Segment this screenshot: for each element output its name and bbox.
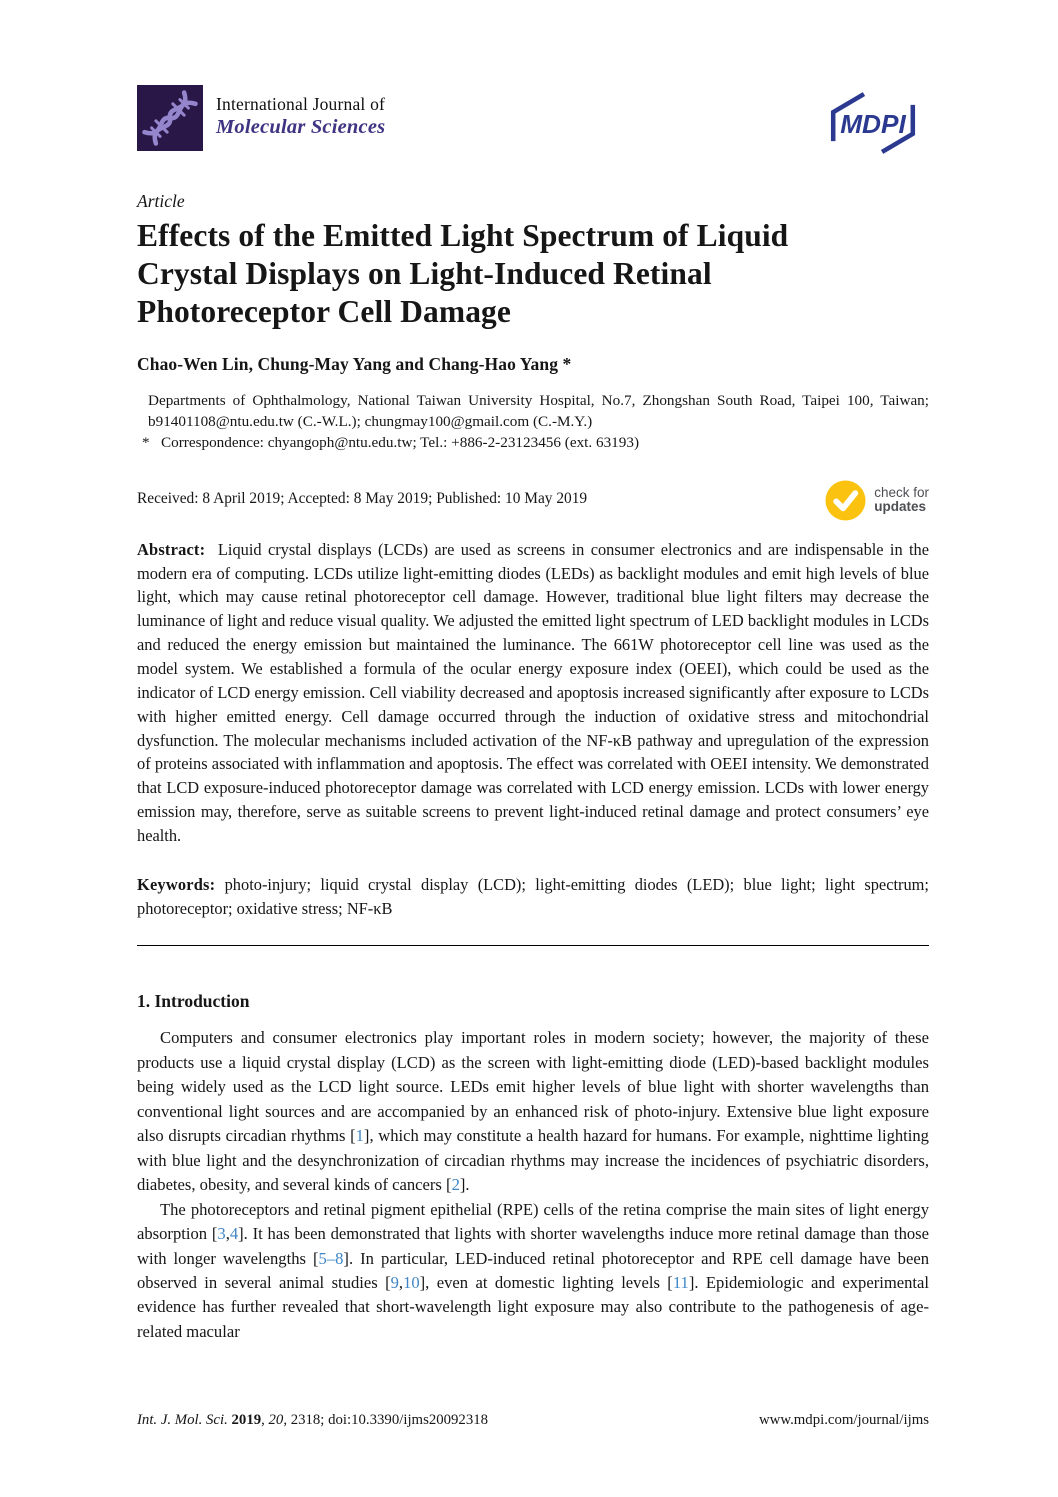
abstract-label: Abstract: bbox=[137, 539, 206, 559]
citation-ref[interactable]: 10 bbox=[403, 1272, 420, 1292]
mdpi-logo-text: MDPI bbox=[840, 108, 906, 139]
introduction-paragraph-2 bbox=[137, 1198, 929, 1345]
correspondence-text: Correspondence: chyangoph@ntu.edu.tw; Tel.: +886-2-23123456 (ext. 63193) bbox=[161, 434, 640, 452]
received-accepted-published: Received: 8 April 2019; Accepted: 8 May 2019; Published: 10 May 2019 bbox=[137, 489, 588, 507]
text-segment: Int. J. Mol. Sci. bbox=[137, 1412, 232, 1428]
footer-journal-url[interactable]: www.mdpi.com/journal/ijms bbox=[758, 1412, 929, 1428]
text-segment: 20 bbox=[268, 1412, 284, 1428]
citation-ref[interactable]: 9 bbox=[390, 1272, 399, 1292]
meta-row bbox=[137, 478, 929, 521]
keywords-paragraph bbox=[137, 873, 929, 921]
text-segment: , bbox=[225, 1224, 230, 1244]
text-segment: ], even at domestic lighting levels [ bbox=[419, 1272, 673, 1292]
page-footer bbox=[137, 1412, 929, 1429]
citation-ref[interactable]: 11 bbox=[672, 1272, 689, 1292]
journal-name-line1: International Journal of bbox=[216, 94, 386, 114]
footer-citation bbox=[137, 1412, 488, 1429]
citation-ref[interactable]: 1 bbox=[355, 1126, 364, 1146]
citation-ref[interactable]: 2 bbox=[451, 1175, 460, 1195]
text-segment: , bbox=[398, 1272, 404, 1292]
text-segment: ]. Epidemiologic and experimental evidence has further revealed that short-wavelength light exposure may also contribute to the pathogenesis of age-related macular bbox=[137, 1272, 929, 1341]
badge-line1: check for bbox=[874, 484, 929, 500]
affiliation-text: Departments of Ophthalmology, National Taiwan University Hospital, No.7, Zhongshan South Road, Taipei 100, Taiwan; b91401108@ntu.edu.tw (C.-W.L.); chungmay100@gmail.com (C.-M.Y.) bbox=[148, 392, 929, 430]
keywords-text: photo-injury; liquid crystal display (LCD); light-emitting diodes (LED); blue light; light spectrum; photoreceptor; oxidative stress; NF-κB bbox=[137, 874, 929, 918]
text-segment: Computers and consumer electronics play important roles in modern society; however, the majority of these products use a liquid crystal display (LCD) as the screen with light-emitting diode (LED)-based backlight modules being widely used as the LCD light source. LEDs emit higher levels of blue light with shorter wavelengths than conventional light sources and are accompanied by an enhanced risk of photo-injury. Extensive blue light exposure also disrupts circadian rhythms [ bbox=[137, 1028, 929, 1146]
authors-line: Chao-Wen Lin, Chung-May Yang and Chang-Hao Yang * bbox=[137, 354, 572, 374]
check-for-updates-badge[interactable] bbox=[825, 478, 929, 521]
correspondence-marker: * bbox=[142, 434, 150, 452]
journal-brand bbox=[137, 85, 385, 151]
paper-title-line1: Effects of the Emitted Light Spectrum of Liquid bbox=[137, 218, 789, 253]
section-divider-rule bbox=[137, 945, 929, 946]
correspondence-line bbox=[137, 433, 929, 454]
paper-title-line2: Crystal Displays on Light-Induced Retinal bbox=[137, 256, 712, 291]
citation-ref[interactable]: 3 bbox=[217, 1224, 226, 1244]
text-segment: The photoreceptors and retinal pigment epithelial (RPE) cells of the retina comprise the main sites of light energy absorption [ bbox=[137, 1199, 929, 1244]
abstract-paragraph bbox=[137, 538, 929, 848]
text-segment: 2019 bbox=[231, 1412, 262, 1428]
section-heading-introduction: 1. Introduction bbox=[137, 991, 250, 1012]
citation-ref[interactable]: 4 bbox=[229, 1224, 239, 1244]
check-for-updates-label bbox=[874, 486, 929, 515]
text-segment: , 2318; doi:10.3390/ijms20092318 bbox=[283, 1412, 489, 1428]
text-segment: ]. bbox=[459, 1175, 470, 1195]
journal-name-line2: Molecular Sciences bbox=[216, 116, 386, 138]
affiliation-block bbox=[137, 391, 929, 454]
text-segment: ], which may constitute a health hazard for humans. For example, nighttime lighting with blue light and the desynchronization of circadian rhythms may increase the incidences of psychiatric disorders, diabetes, obesity, and several kinds of cancers [ bbox=[137, 1126, 929, 1195]
journal-dna-logo-icon bbox=[137, 85, 203, 151]
introduction-paragraph-1 bbox=[137, 1026, 929, 1197]
text-segment: ]. It has been demonstrated that lights with shorter wavelengths induce more retinal damage than those with longer wavelengths [ bbox=[137, 1224, 929, 1268]
journal-name bbox=[216, 85, 385, 151]
keywords-label: Keywords: bbox=[137, 874, 216, 894]
article-type-label: Article bbox=[137, 191, 185, 211]
badge-line2: updates bbox=[874, 499, 926, 515]
page-header bbox=[137, 85, 929, 161]
abstract-text: Liquid crystal displays (LCDs) are used as screens in consumer electronics and are indispensable in the modern era of computing. LCDs utilize light-emitting diodes (LEDs) as backlight modules and emit high levels of blue light, which may cause retinal photoreceptor cell damage. However, traditional blue light filters may decrease the luminance of light and reduce visual quality. We adjusted the emitted light spectrum of LED backlight modules in LCDs and reduced the energy emission but maintained the luminance. The 661W photoreceptor cell line was used as the model system. We established a formula of the ocular energy exposure index (OEEI), which could be used as the indicator of LCD energy emission. Cell viability decreased and apoptosis increased significantly after exposure to LCDs with higher emitted energy. Cell damage occurred through the induction of oxidative stress and mitochondrial dysfunction. The molecular mechanisms included activation of the NF-κB pathway and upregulation of the expression of proteins associated with inflammation and apoptosis. The effect was correlated with OEEI intensity. We demonstrated that LCD exposure-induced photoreceptor damage was correlated with LCD energy emission. LCDs with lower energy emission may, therefore, serve as suitable screens to prevent light-induced retinal damage and protect consumers’ eye health. bbox=[137, 539, 930, 845]
paper-title bbox=[137, 217, 929, 331]
text-segment: ]. In particular, LED-induced retinal photoreceptor and RPE cell damage have been observed in several animal studies [ bbox=[137, 1248, 929, 1292]
citation-ref[interactable]: 5–8 bbox=[318, 1248, 344, 1268]
crossmark-check-icon bbox=[825, 480, 866, 521]
paper-title-line3: Photoreceptor Cell Damage bbox=[137, 294, 511, 329]
text-segment: , bbox=[261, 1412, 269, 1428]
mdpi-logo-icon bbox=[817, 85, 929, 161]
